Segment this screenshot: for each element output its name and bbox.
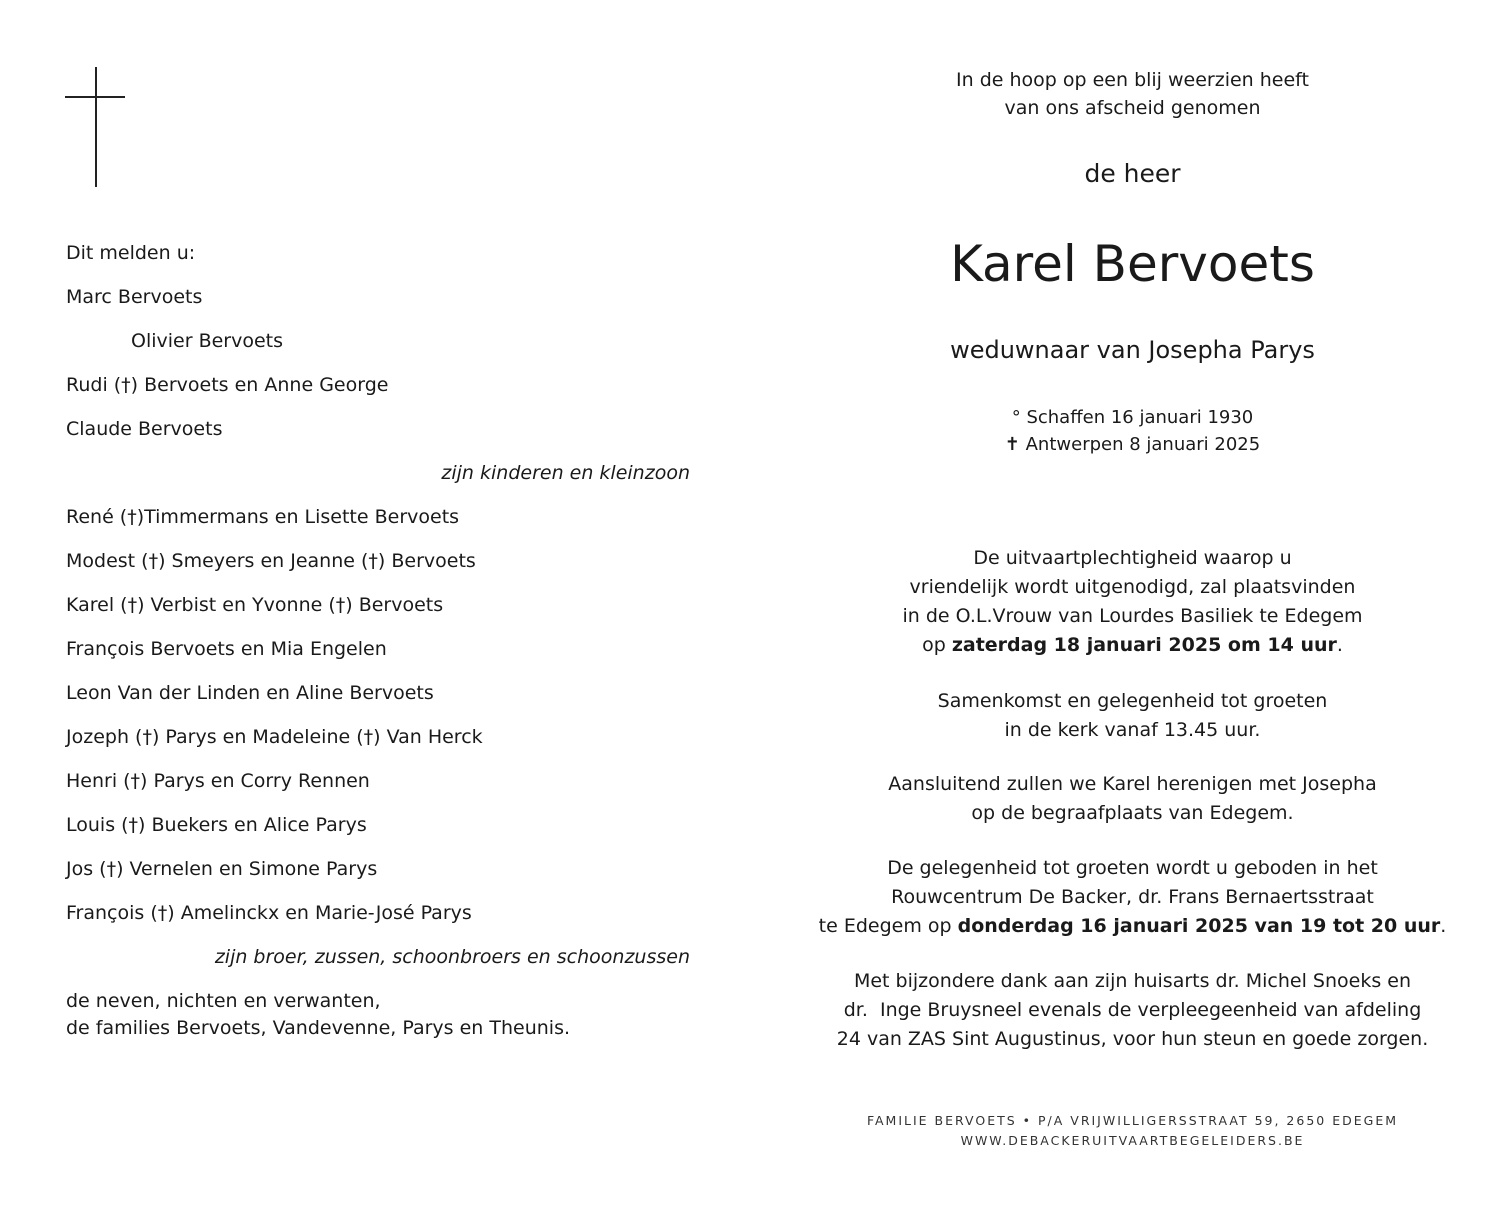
- burial-line: op de begraafplaats van Edegem.: [971, 802, 1294, 824]
- ceremony-line: De uitvaartplechtigheid waarop u: [973, 547, 1292, 569]
- sibling-name: Modest (†) Smeyers en Jeanne (†) Bervoets: [66, 550, 476, 572]
- siblings-caption: zijn broer, zussen, schoonbroers en schoonzussen: [214, 946, 690, 968]
- ceremony-date-suffix: .: [1336, 634, 1343, 656]
- thanks-line: Met bijzondere dank aan zijn huisarts dr. Michel Snoeks en: [853, 970, 1412, 992]
- ceremony-date-prefix: op: [922, 634, 952, 656]
- death-text: Antwerpen 8 januari 2025: [1019, 434, 1261, 455]
- sibling-name: Louis (†) Buekers en Alice Parys: [66, 814, 367, 836]
- intro-line: van ons afscheid genomen: [1004, 97, 1261, 119]
- visitation-line: De gelegenheid tot groeten wordt u geboden in het: [887, 857, 1378, 879]
- sibling-name: Henri (†) Parys en Corry Rennen: [66, 770, 370, 792]
- visitation-date: donderdag 16 januari 2025 van 19 tot 20 uur: [957, 915, 1441, 937]
- cross-symbol-icon: ✝: [1004, 434, 1020, 455]
- visitation-date-suffix: .: [1440, 915, 1447, 937]
- gathering-paragraph: [780, 687, 1485, 745]
- visitation-paragraph: [780, 854, 1485, 941]
- intro-line: In de hoop op een blij weerzien heeft: [956, 69, 1309, 91]
- ceremony-date-line: [780, 631, 1485, 660]
- thanks-line: 24 van ZAS Sint Augustinus, voor hun steun en goede zorgen.: [836, 1028, 1429, 1050]
- sibling-name: Jozeph (†) Parys en Madeleine (†) Van Herck: [66, 726, 483, 748]
- sibling-name: François (†) Amelinckx en Marie-José Parys: [66, 902, 472, 924]
- gathering-line: in de kerk vanaf 13.45 uur.: [1004, 719, 1261, 741]
- death-line: [780, 431, 1485, 458]
- relatives-line: de neven, nichten en verwanten,: [66, 990, 381, 1012]
- sibling-name: Leon Van der Linden en Aline Bervoets: [66, 682, 434, 704]
- gathering-line: Samenkomst en gelegenheid tot groeten: [937, 690, 1328, 712]
- thanks-line: dr. Inge Bruysneel evenals de verpleegeenheid van afdeling: [843, 999, 1422, 1021]
- cross-icon: [65, 67, 125, 187]
- life-dates: [780, 404, 1485, 458]
- footer: [780, 1111, 1485, 1151]
- ceremony-line: in de O.L.Vrouw van Lourdes Basiliek te Edegem: [902, 605, 1363, 627]
- burial-paragraph: [780, 770, 1485, 828]
- grandchild-name: Olivier Bervoets: [131, 330, 284, 352]
- sibling-name: René (†)Timmermans en Lisette Bervoets: [66, 506, 460, 528]
- widower-line: weduwnaar van Josepha Parys: [950, 336, 1315, 364]
- ceremony-paragraph: [780, 544, 1485, 660]
- footer-website: WWW.DEBACKERUITVAARTBEGELEIDERS.BE: [960, 1133, 1305, 1148]
- child-name: Claude Bervoets: [66, 418, 223, 440]
- footer-address: FAMILIE BERVOETS • P/A VRIJWILLIGERSSTRAAT 59, 2650 EDEGEM: [866, 1113, 1399, 1128]
- ceremony-date: zaterdag 18 januari 2025 om 14 uur: [951, 634, 1337, 656]
- deceased-name: Karel Bervoets: [950, 235, 1315, 293]
- honorific: de heer: [1084, 159, 1181, 188]
- birth-line: ° Schaffen 16 januari 1930: [1011, 407, 1254, 428]
- sibling-name: Karel (†) Verbist en Yvonne (†) Bervoets: [66, 594, 444, 616]
- burial-line: Aansluitend zullen we Karel herenigen met Josepha: [888, 773, 1377, 795]
- child-name: Marc Bervoets: [66, 286, 203, 308]
- child-name: Rudi (†) Bervoets en Anne George: [66, 374, 389, 396]
- visitation-date-line: [780, 912, 1485, 941]
- sibling-name: François Bervoets en Mia Engelen: [66, 638, 387, 660]
- ceremony-line: vriendelijk wordt uitgenodigd, zal plaatsvinden: [909, 576, 1356, 598]
- thanks-paragraph: [780, 967, 1485, 1054]
- children-caption: zijn kinderen en kleinzoon: [441, 462, 690, 484]
- sibling-name: Jos (†) Vernelen en Simone Parys: [66, 858, 378, 880]
- relatives-line: de families Bervoets, Vandevenne, Parys en Theunis.: [66, 1017, 571, 1039]
- intro-text: [780, 66, 1485, 122]
- visitation-date-prefix: te Edegem op: [818, 915, 958, 937]
- announcers-intro: Dit melden u:: [66, 242, 196, 264]
- visitation-line: Rouwcentrum De Backer, dr. Frans Bernaertsstraat: [891, 886, 1374, 908]
